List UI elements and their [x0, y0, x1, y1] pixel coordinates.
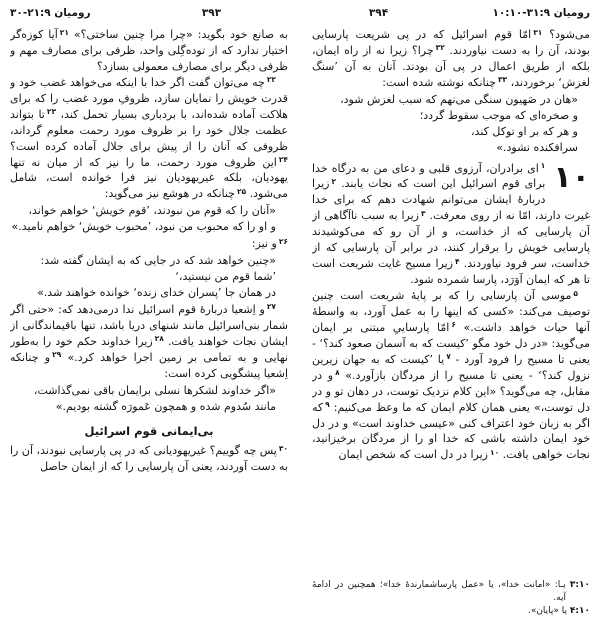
verse-number: ۳۱: [533, 27, 543, 37]
left-page-number: ۳۹۳: [201, 7, 222, 19]
verse-number: ۲۶: [278, 236, 288, 246]
verse-number: ۳: [420, 208, 426, 218]
left-page-reference: رومیان ۲۱:۹-۳۰: [10, 7, 91, 19]
section-heading: بی‌ایمانی قوم اسرائیل: [84, 423, 214, 438]
left-column-text: [10, 27, 288, 618]
body-paragraph: $^{۲۶}$و نیز:: [251, 236, 288, 251]
verse-number: ۲۹: [52, 350, 62, 360]
chapter-number-drop-cap: ۱۰: [553, 159, 590, 195]
right-page-reference: رومیان ۳۱:۹-۱۰:۱۰: [492, 7, 590, 19]
body-paragraph: $^{۳۰}$پس چه گوییم؟ غیریهودیانی که در پی پارسایی نبودند، آن را به دست آوردند، یعنی آن پارسایی را که از ایمان حاصل: [10, 443, 288, 474]
verse-number: ۳۰: [278, 443, 288, 453]
verse-number: ۲۷: [266, 302, 276, 312]
body-paragraph: $^{۲۲}$چه می‌توان گفت اگر خدا با اینکه می‌خواهد غضب خود و قدرت خویش را نمایان سازد، ظروفِ مورد غضب را که برای هلاکت آماده شده‌اند، با بردباری بسیار تحمل کند، $^{۲۳}$تا بتواند عظمت جلال خود را بر ظروف مورد رحمت معلوم گرداند، ظروفی که آنان را از پیش برای جلال آماده کرده است؟ $^{۲۴}$این ظروف مورد رحمت، ما را نیز که از میان نه تنها یهودیان، بلکه غیریهودیان نیز فرا خوانده است، شامل می‌شود. $^{۲۵}$چنانکه در هوشع نیز می‌گوید:: [10, 75, 288, 201]
verse-number: ۲۲: [266, 75, 276, 85]
footnote-reference: ۳:۱۰: [569, 579, 590, 590]
verse-number: ۷: [446, 352, 451, 362]
verse-number: ۶: [451, 320, 456, 330]
right-text-column: [312, 27, 590, 618]
verse-number: ۳۲: [435, 43, 445, 53]
poetry-line: و هر که بر او توکل کند،: [471, 124, 578, 138]
left-text-column: [10, 27, 288, 618]
verse-number: ۲۱: [59, 27, 69, 37]
body-paragraph: می‌شود؟ $^{۳۱}$امّا قوم اسرائیل که در پی شریعت پارسایی بودند، آن را به دست نیاوردند. $^{۳۲}$چرا؟ زیرا نه از راه ایمان، بلکه از طریق اعمال در پی آن بودند. آنان به آن ’سنگ لغزش‘ برخوردند، $^{۳۳}$چنانکه نوشته شده است:: [312, 27, 590, 89]
poetry-line: سرافکنده نشود.»: [496, 140, 578, 154]
two-column-spread: [10, 27, 590, 618]
running-head: [10, 7, 590, 19]
poetry-quote-block: [312, 92, 578, 156]
poetry-quote-block: [10, 383, 276, 415]
footnote-item: ۴:۱۰ یا «پایان».: [527, 605, 590, 616]
poetry-line: «چنین خواهد شد که در جایی که به ایشان گفته شد:: [40, 254, 276, 268]
verse-number: ۳۳: [497, 75, 508, 85]
body-paragraph: $^۵$موسی آن پارسایی را که بر پایۀ شریعت است چنین توصیف می‌کند: «کسی که اینها را به عمل آورد، به واسطۀ آنها حیات خواهد داشت.» $^۶$امّا پارساییِ مبتنی بر ایمان می‌گوید: «در دل خود مگو ’کیست که به آسمان صعود کند؟‘ - یعنی تا مسیح را فرود آورد - $^۷$یا ’کیست که به جهان زیرین نزول کند؟‘ - یعنی تا مسیح را از مردگان بازآورد.» $^۸$و در مقابل، چه می‌گوید؟ «این کلام نزدیک توست، در دهان تو و در دل توست،» یعنی همان کلام ایمان که ما وعظ می‌کنیم: $^۹$که اگر به زبان خود اعتراف کنی «عیسی خداوند است» و در دل خود ایمان داشته باشی که خدا او را از مردگان برخیزانید، نجات خواهی یافت. $^{۱۰}$زیرا در دل است که شخص ایمان: [312, 288, 590, 462]
chapter-opening-paragraph: ۱۰ $^۱$ای برادران، آرزوی قلبی و دعای من به درگاه خدا برای قوم اسرائیل این است که نجات یابند. $^۲$زیرا دربارۀ ایشان می‌توانم شهادت دهم که برای خدا غیرت دارند، امّا نه از روی معرفت. $^۳$زیرا به سبب ناآگاهی از آن پارسایی که از خداست، و از آن رو که می‌کوشیدند پارسایی خویش را برقرار کنند، در برابر آن پارسایی که از خداست، سر فرود نیاوردند. $^۴$زیرا مسیح غایت شریعت است تا هر که ایمان آوَرَد، پارسا شمرده شود.: [312, 159, 590, 287]
verse-number: ۲۵: [236, 186, 247, 196]
poetry-line: «آنان را که قوم من نبودند، ’قوم خویش‘ خواهم خواند،: [28, 204, 276, 218]
verse-number: ۱۰: [490, 447, 500, 457]
poetry-line: و او را که محبوب من نبود، ’محبوب خویش‘ خواهم نامید.»: [11, 220, 276, 234]
poetry-quote-block: [10, 203, 276, 235]
poetry-quote-block: [10, 253, 276, 301]
verse-number: ۲۴: [278, 155, 288, 164]
footnote-reference: ۴:۱۰: [569, 605, 590, 616]
right-page-number: ۳۹۴: [368, 7, 389, 19]
verse-number: ۴: [454, 256, 460, 266]
poetry-line: ’شما قوم من نیستید،‘: [175, 270, 276, 284]
verse-number: ۵: [573, 288, 578, 298]
poetry-line: «هان در صَهیون سنگی می‌نهم که سبب لغزش شود،: [340, 92, 578, 106]
verse-number: ۲۸: [154, 334, 164, 344]
verse-number: ۹: [325, 400, 330, 410]
poetry-line: و صخره‌ای که موجب سقوط گردد؛: [419, 108, 578, 122]
verse-number: ۲۳: [46, 107, 57, 117]
body-paragraph: $^{۲۷}$و اِشعیا دربارۀ قوم اسرائیل ندا درمی‌دهد که: «حتی اگر شمار بنی‌اسرائیل مانند شنهای دریا باشد، تنها باقیماندگانی از ایشان نجات خواهند یافت. $^{۲۸}$زیرا خداوند حکم خود را به‌طور نهایی و به تمامی بر زمین اجرا خواهد کرد.» $^{۲۹}$و چنانکه اِشعیا پیشگویی کرده است:: [10, 302, 288, 380]
body-paragraph: به صانع خود بگوید: «چرا مرا چنین ساختی؟» $^{۲۱}$آیا کوزه‌گر اختیار ندارد که از توده‌گِلی واحد، ظرفی برای مصارف مهم و ظرفی دیگر برای مصارف معمولی بسازد؟: [10, 27, 288, 73]
verse-number: ۸: [335, 368, 340, 378]
footnotes-section: [312, 571, 590, 618]
right-column-text: [312, 27, 590, 571]
poetry-line: مانند سُدوم شده و همچون عَمورَه گشته بودیم.»: [55, 399, 276, 413]
poetry-line: «اگر خداوند لشکرها نسلی برایمان باقی نمی‌گذاشت،: [33, 383, 276, 397]
verse-number: ۲: [331, 176, 337, 186]
footnote-item: ۳:۱۰ یـا: «امانت خدا»، یا «عمل پارساشمارندۀ خدا»؛ همچنین در ادامۀ آیه.: [312, 579, 590, 603]
poetry-line: در همان جا ’پسران خدای زنده‘ خوانده خواهند شد.»: [37, 286, 276, 299]
verse-number: ۱: [540, 161, 546, 170]
